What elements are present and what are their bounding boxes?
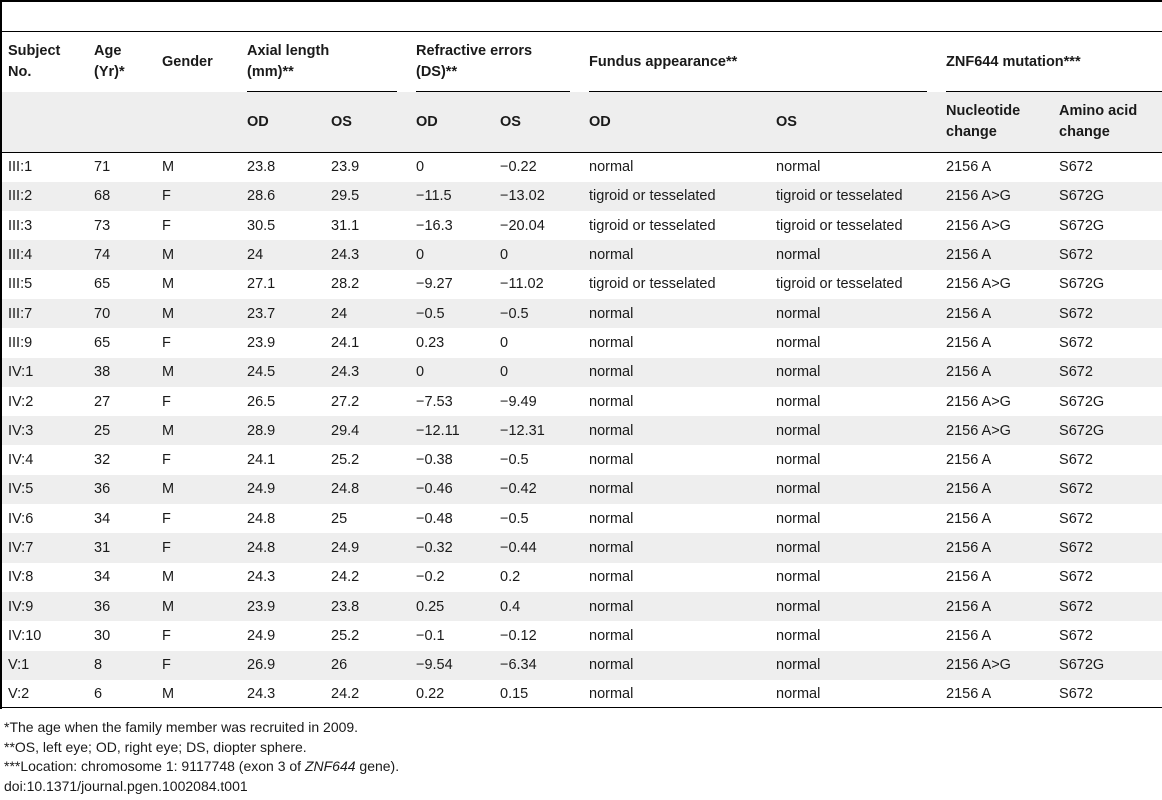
cell-refr-od: −0.46 bbox=[410, 475, 494, 504]
cell-axial-os: 24 bbox=[325, 299, 410, 328]
cell-amino: S672 bbox=[1053, 358, 1162, 387]
table-row bbox=[2, 358, 1162, 387]
cell-gender: F bbox=[162, 627, 171, 644]
cell-axial-od: 24.3 bbox=[247, 686, 276, 703]
cell-axial-os: 29.4 bbox=[325, 416, 410, 445]
cell-axial-os: 27.2 bbox=[331, 393, 360, 410]
header-refractive-errors: Refractive errors (DS)** bbox=[410, 32, 583, 92]
table-body bbox=[2, 153, 1162, 710]
cell-fundus-od: normal bbox=[589, 510, 634, 527]
cell-refr-os: 0 bbox=[500, 334, 509, 351]
cell-axial-os: 31.1 bbox=[331, 217, 360, 234]
cell-fundus-os: normal bbox=[770, 533, 940, 562]
cell-age: 36 bbox=[88, 592, 156, 621]
cell-fundus-os: normal bbox=[770, 592, 940, 621]
cell-nucleotide: 2156 A>G bbox=[946, 276, 1011, 293]
cell-axial-od: 26.9 bbox=[241, 651, 325, 680]
cell-refr-od: −0.1 bbox=[416, 627, 445, 644]
cell-gender: M bbox=[162, 276, 175, 293]
cell-refr-os: −13.02 bbox=[494, 182, 583, 211]
cell-axial-od: 27.1 bbox=[247, 276, 276, 293]
cell-refr-os: −6.34 bbox=[494, 651, 583, 680]
cell-fundus-os: normal bbox=[776, 159, 821, 176]
cell-gender: F bbox=[162, 217, 171, 234]
cell-amino: S672G bbox=[1053, 651, 1162, 680]
cell-axial-os: 24.3 bbox=[325, 240, 410, 269]
table-row bbox=[2, 211, 1162, 240]
cell-fundus-od: normal bbox=[589, 686, 634, 703]
cell-age: 74 bbox=[88, 240, 156, 269]
cell-amino: S672 bbox=[1053, 299, 1162, 328]
cell-refr-os: −0.12 bbox=[500, 627, 537, 644]
table-row bbox=[2, 651, 1162, 680]
cell-fundus-os: tigroid or tesselated bbox=[770, 182, 940, 211]
cell-age: 71 bbox=[94, 159, 111, 176]
cell-amino: S672 bbox=[1053, 475, 1162, 504]
cell-axial-os: 25.2 bbox=[331, 627, 360, 644]
header-blank-1 bbox=[2, 92, 88, 153]
table-row bbox=[2, 621, 1162, 650]
cell-axial-od: 23.9 bbox=[247, 334, 276, 351]
cell-fundus-os: normal bbox=[776, 510, 821, 527]
table-row bbox=[2, 592, 1162, 621]
cell-fundus-od: tigroid or tesselated bbox=[589, 276, 716, 293]
cell-gender: M bbox=[162, 569, 175, 586]
table-row bbox=[2, 299, 1162, 328]
cell-axial-od: 24.8 bbox=[241, 533, 325, 562]
cell-axial-od: 24.9 bbox=[241, 475, 325, 504]
header-axial-od: OD bbox=[241, 92, 325, 153]
footnote-eyes: **OS, left eye; OD, right eye; DS, diopter sphere. bbox=[4, 738, 307, 755]
cell-gender: M bbox=[156, 475, 241, 504]
cell-fundus-os: normal bbox=[770, 416, 940, 445]
cell-subject: IV:5 bbox=[2, 475, 88, 504]
table-row bbox=[2, 387, 1162, 416]
cell-refr-os: −0.5 bbox=[500, 510, 529, 527]
cell-fundus-os: normal bbox=[776, 393, 821, 410]
header-age: Age (Yr)* bbox=[88, 32, 156, 92]
cell-refr-os: −11.02 bbox=[500, 276, 544, 293]
header-refr-os: OS bbox=[494, 92, 583, 153]
cell-refr-os: −0.44 bbox=[494, 533, 583, 562]
cell-axial-od: 24.1 bbox=[247, 452, 276, 469]
header-nucleotide-change: Nucleotide change bbox=[940, 92, 1053, 153]
cell-nucleotide: 2156 A bbox=[946, 569, 992, 586]
cell-refr-od: −9.27 bbox=[416, 276, 453, 293]
cell-refr-os: 0.2 bbox=[500, 569, 521, 586]
cell-refr-od: 0.25 bbox=[410, 592, 494, 621]
cell-axial-os: 26 bbox=[325, 651, 410, 680]
cell-fundus-od: normal bbox=[583, 592, 770, 621]
cell-amino: S672 bbox=[1053, 592, 1162, 621]
cell-fundus-od: tigroid or tesselated bbox=[583, 182, 770, 211]
cell-subject: III:7 bbox=[2, 299, 88, 328]
cell-fundus-od: normal bbox=[583, 475, 770, 504]
header-axial-os: OS bbox=[325, 92, 410, 153]
cell-refr-od: −0.2 bbox=[416, 569, 445, 586]
footnote-doi: doi:10.1371/journal.pgen.1002084.t001 bbox=[4, 777, 248, 794]
cell-axial-od: 28.6 bbox=[241, 182, 325, 211]
table-row bbox=[2, 153, 1162, 182]
cell-axial-os: 29.5 bbox=[325, 182, 410, 211]
cell-amino: S672 bbox=[1059, 686, 1093, 703]
cell-refr-os: 0 bbox=[494, 358, 583, 387]
cell-subject: III:4 bbox=[2, 240, 88, 269]
cell-fundus-od: normal bbox=[583, 299, 770, 328]
cell-age: 65 bbox=[94, 334, 111, 351]
cell-subject: IV:6 bbox=[8, 510, 34, 527]
footnote-age: *The age when the family member was recruited in 2009. bbox=[4, 719, 359, 735]
cell-refr-os: −0.42 bbox=[494, 475, 583, 504]
cell-refr-os: −20.04 bbox=[500, 217, 545, 234]
cell-fundus-os: tigroid or tesselated bbox=[776, 217, 903, 234]
cell-fundus-od: normal bbox=[589, 569, 634, 586]
cell-refr-od: 0 bbox=[416, 159, 425, 176]
cell-age: 25 bbox=[88, 416, 156, 445]
cell-gender: F bbox=[162, 510, 171, 527]
cell-gender: F bbox=[162, 393, 171, 410]
cell-gender: M bbox=[156, 240, 241, 269]
cell-amino: S672 bbox=[1059, 627, 1093, 644]
cell-refr-od: −9.54 bbox=[410, 651, 494, 680]
cell-fundus-os: normal bbox=[776, 686, 821, 703]
cell-nucleotide: 2156 A bbox=[946, 627, 992, 644]
clinical-data-table bbox=[2, 32, 1162, 709]
cell-axial-od: 24.8 bbox=[247, 510, 276, 527]
cell-nucleotide: 2156 A bbox=[946, 510, 992, 527]
cell-axial-os: 28.2 bbox=[331, 276, 360, 293]
cell-axial-os: 24.8 bbox=[325, 475, 410, 504]
cell-refr-od: 0 bbox=[410, 358, 494, 387]
cell-age: 73 bbox=[94, 217, 111, 234]
cell-refr-os: 0.15 bbox=[500, 686, 529, 703]
cell-subject: III:2 bbox=[2, 182, 88, 211]
cell-fundus-od: normal bbox=[589, 393, 634, 410]
header-refr-od: OD bbox=[410, 92, 494, 153]
header-subject: Subject No. bbox=[2, 32, 88, 92]
cell-subject: IV:7 bbox=[2, 533, 88, 562]
header-znf644-mutation: ZNF644 mutation*** bbox=[940, 32, 1162, 92]
cell-nucleotide: 2156 A bbox=[940, 299, 1053, 328]
cell-nucleotide: 2156 A bbox=[946, 159, 992, 176]
cell-gender: F bbox=[156, 651, 241, 680]
cell-gender: M bbox=[156, 592, 241, 621]
cell-fundus-os: normal bbox=[770, 475, 940, 504]
cell-axial-od: 23.8 bbox=[247, 159, 276, 176]
cell-fundus-os: normal bbox=[776, 569, 821, 586]
table-row bbox=[2, 270, 1162, 299]
cell-fundus-os: normal bbox=[776, 452, 821, 469]
cell-subject: IV:1 bbox=[2, 358, 88, 387]
cell-age: 31 bbox=[88, 533, 156, 562]
cell-axial-od: 28.9 bbox=[241, 416, 325, 445]
cell-age: 34 bbox=[94, 510, 111, 527]
cell-subject: V:1 bbox=[2, 651, 88, 680]
cell-gender: F bbox=[162, 452, 171, 469]
cell-axial-os: 25 bbox=[331, 510, 348, 527]
cell-fundus-od: normal bbox=[589, 452, 634, 469]
header-fundus-os: OS bbox=[770, 92, 940, 153]
cell-refr-od: −0.48 bbox=[416, 510, 453, 527]
cell-axial-os: 24.2 bbox=[331, 569, 360, 586]
cell-fundus-os: tigroid or tesselated bbox=[776, 276, 903, 293]
cell-age: 65 bbox=[94, 276, 111, 293]
cell-refr-os: −0.5 bbox=[500, 452, 529, 469]
cell-amino: S672 bbox=[1059, 569, 1093, 586]
cell-axial-os: 24.1 bbox=[331, 334, 360, 351]
cell-amino: S672G bbox=[1053, 182, 1162, 211]
cell-refr-od: 0 bbox=[410, 240, 494, 269]
cell-nucleotide: 2156 A bbox=[946, 334, 992, 351]
cell-amino: S672 bbox=[1059, 510, 1093, 527]
cell-amino: S672 bbox=[1053, 533, 1162, 562]
table-row bbox=[2, 475, 1162, 504]
cell-refr-od: −0.32 bbox=[410, 533, 494, 562]
cell-nucleotide: 2156 A bbox=[940, 358, 1053, 387]
cell-nucleotide: 2156 A bbox=[940, 240, 1053, 269]
cell-refr-od: −12.11 bbox=[410, 416, 494, 445]
table-row bbox=[2, 680, 1162, 709]
cell-axial-od: 26.5 bbox=[247, 393, 276, 410]
cell-gender: M bbox=[156, 299, 241, 328]
header-axial-length: Axial length (mm)** bbox=[241, 32, 410, 92]
cell-fundus-od: normal bbox=[583, 651, 770, 680]
cell-age: 27 bbox=[94, 393, 111, 410]
cell-subject: IV:9 bbox=[2, 592, 88, 621]
table-row bbox=[2, 445, 1162, 474]
cell-fundus-os: normal bbox=[770, 240, 940, 269]
cell-fundus-od: normal bbox=[589, 159, 634, 176]
cell-fundus-od: tigroid or tesselated bbox=[589, 217, 716, 234]
cell-fundus-os: normal bbox=[770, 358, 940, 387]
cell-nucleotide: 2156 A bbox=[946, 452, 992, 469]
cell-gender: M bbox=[156, 358, 241, 387]
cell-axial-os: 23.9 bbox=[331, 159, 360, 176]
cell-fundus-od: normal bbox=[589, 627, 634, 644]
cell-gender: F bbox=[162, 334, 171, 351]
table-row bbox=[2, 240, 1162, 269]
cell-gender: M bbox=[162, 159, 175, 176]
cell-refr-os: −0.5 bbox=[494, 299, 583, 328]
cell-age: 38 bbox=[88, 358, 156, 387]
cell-gender: M bbox=[156, 416, 241, 445]
cell-age: 36 bbox=[88, 475, 156, 504]
cell-axial-os: 24.9 bbox=[325, 533, 410, 562]
cell-subject: IV:4 bbox=[8, 452, 34, 469]
table-footnotes bbox=[4, 718, 399, 796]
cell-refr-os: −12.31 bbox=[494, 416, 583, 445]
cell-refr-od: 0.22 bbox=[416, 686, 445, 703]
cell-axial-os: 24.2 bbox=[331, 686, 360, 703]
cell-amino: S672 bbox=[1053, 240, 1162, 269]
cell-axial-os: 23.8 bbox=[325, 592, 410, 621]
cell-subject: III:5 bbox=[8, 276, 33, 293]
cell-age: 6 bbox=[94, 686, 103, 703]
header-blank-2 bbox=[88, 92, 156, 153]
cell-axial-od: 24 bbox=[241, 240, 325, 269]
table-row bbox=[2, 328, 1162, 357]
cell-subject: IV:3 bbox=[2, 416, 88, 445]
cell-subject: V:2 bbox=[8, 686, 30, 703]
cell-fundus-od: normal bbox=[583, 240, 770, 269]
cell-axial-od: 23.7 bbox=[241, 299, 325, 328]
cell-amino: S672G bbox=[1059, 217, 1105, 234]
cell-age: 32 bbox=[94, 452, 111, 469]
cell-subject: IV:2 bbox=[8, 393, 34, 410]
header-fundus-od: OD bbox=[583, 92, 770, 153]
table-row bbox=[2, 563, 1162, 592]
table-row bbox=[2, 182, 1162, 211]
cell-fundus-od: normal bbox=[583, 533, 770, 562]
cell-nucleotide: 2156 A bbox=[946, 686, 992, 703]
cell-nucleotide: 2156 A>G bbox=[940, 416, 1053, 445]
cell-axial-os: 25.2 bbox=[331, 452, 360, 469]
cell-nucleotide: 2156 A>G bbox=[940, 651, 1053, 680]
cell-fundus-os: normal bbox=[776, 334, 821, 351]
cell-amino: S672G bbox=[1053, 416, 1162, 445]
cell-nucleotide: 2156 A bbox=[940, 475, 1053, 504]
table-bottom-rule bbox=[0, 707, 1162, 708]
header-blank-3 bbox=[156, 92, 241, 153]
cell-amino: S672G bbox=[1059, 393, 1105, 410]
cell-nucleotide: 2156 A>G bbox=[940, 182, 1053, 211]
cell-axial-os: 24.3 bbox=[325, 358, 410, 387]
cell-axial-od: 24.5 bbox=[241, 358, 325, 387]
cell-refr-os: −0.22 bbox=[500, 159, 537, 176]
cell-subject: III:1 bbox=[8, 159, 33, 176]
table-row bbox=[2, 504, 1162, 533]
cell-subject: III:3 bbox=[8, 217, 33, 234]
cell-age: 34 bbox=[94, 569, 111, 586]
cell-nucleotide: 2156 A>G bbox=[946, 393, 1011, 410]
cell-age: 30 bbox=[94, 627, 111, 644]
cell-gender: F bbox=[156, 533, 241, 562]
cell-refr-od: −11.5 bbox=[410, 182, 494, 211]
cell-age: 68 bbox=[88, 182, 156, 211]
cell-fundus-od: normal bbox=[583, 416, 770, 445]
cell-nucleotide: 2156 A bbox=[940, 592, 1053, 621]
cell-gender: F bbox=[156, 182, 241, 211]
footnote-location: ***Location: chromosome 1: 9117748 (exon 3 of ZNF644 gene). bbox=[4, 758, 400, 774]
cell-refr-od: −16.3 bbox=[416, 217, 453, 234]
cell-age: 8 bbox=[88, 651, 156, 680]
cell-subject: III:9 bbox=[8, 334, 33, 351]
cell-refr-od: −0.38 bbox=[416, 452, 453, 469]
cell-refr-os: 0.4 bbox=[494, 592, 583, 621]
cell-fundus-os: normal bbox=[770, 651, 940, 680]
cell-fundus-os: normal bbox=[776, 627, 821, 644]
cell-age: 70 bbox=[88, 299, 156, 328]
cell-gender: M bbox=[162, 686, 175, 703]
header-fundus-appearance: Fundus appearance** bbox=[583, 32, 940, 92]
cell-fundus-od: normal bbox=[583, 358, 770, 387]
cell-axial-od: 23.9 bbox=[241, 592, 325, 621]
table-row bbox=[2, 533, 1162, 562]
cell-fundus-os: normal bbox=[770, 299, 940, 328]
cell-amino: S672 bbox=[1059, 452, 1093, 469]
header-amino-acid-change: Amino acid change bbox=[1053, 92, 1162, 153]
cell-subject: IV:8 bbox=[8, 569, 34, 586]
cell-refr-od: 0.23 bbox=[416, 334, 445, 351]
cell-refr-os: −9.49 bbox=[500, 393, 537, 410]
cell-axial-od: 24.9 bbox=[247, 627, 276, 644]
cell-nucleotide: 2156 A>G bbox=[946, 217, 1011, 234]
cell-amino: S672G bbox=[1059, 276, 1105, 293]
cell-refr-od: −0.5 bbox=[410, 299, 494, 328]
cell-refr-od: −7.53 bbox=[416, 393, 453, 410]
cell-amino: S672 bbox=[1059, 159, 1093, 176]
cell-nucleotide: 2156 A bbox=[940, 533, 1053, 562]
table-row bbox=[2, 416, 1162, 445]
cell-axial-od: 30.5 bbox=[247, 217, 276, 234]
header-gender: Gender bbox=[156, 32, 241, 92]
cell-amino: S672 bbox=[1059, 334, 1093, 351]
cell-subject: IV:10 bbox=[8, 627, 42, 644]
cell-fundus-od: normal bbox=[589, 334, 634, 351]
cell-axial-od: 24.3 bbox=[247, 569, 276, 586]
cell-refr-os: 0 bbox=[494, 240, 583, 269]
